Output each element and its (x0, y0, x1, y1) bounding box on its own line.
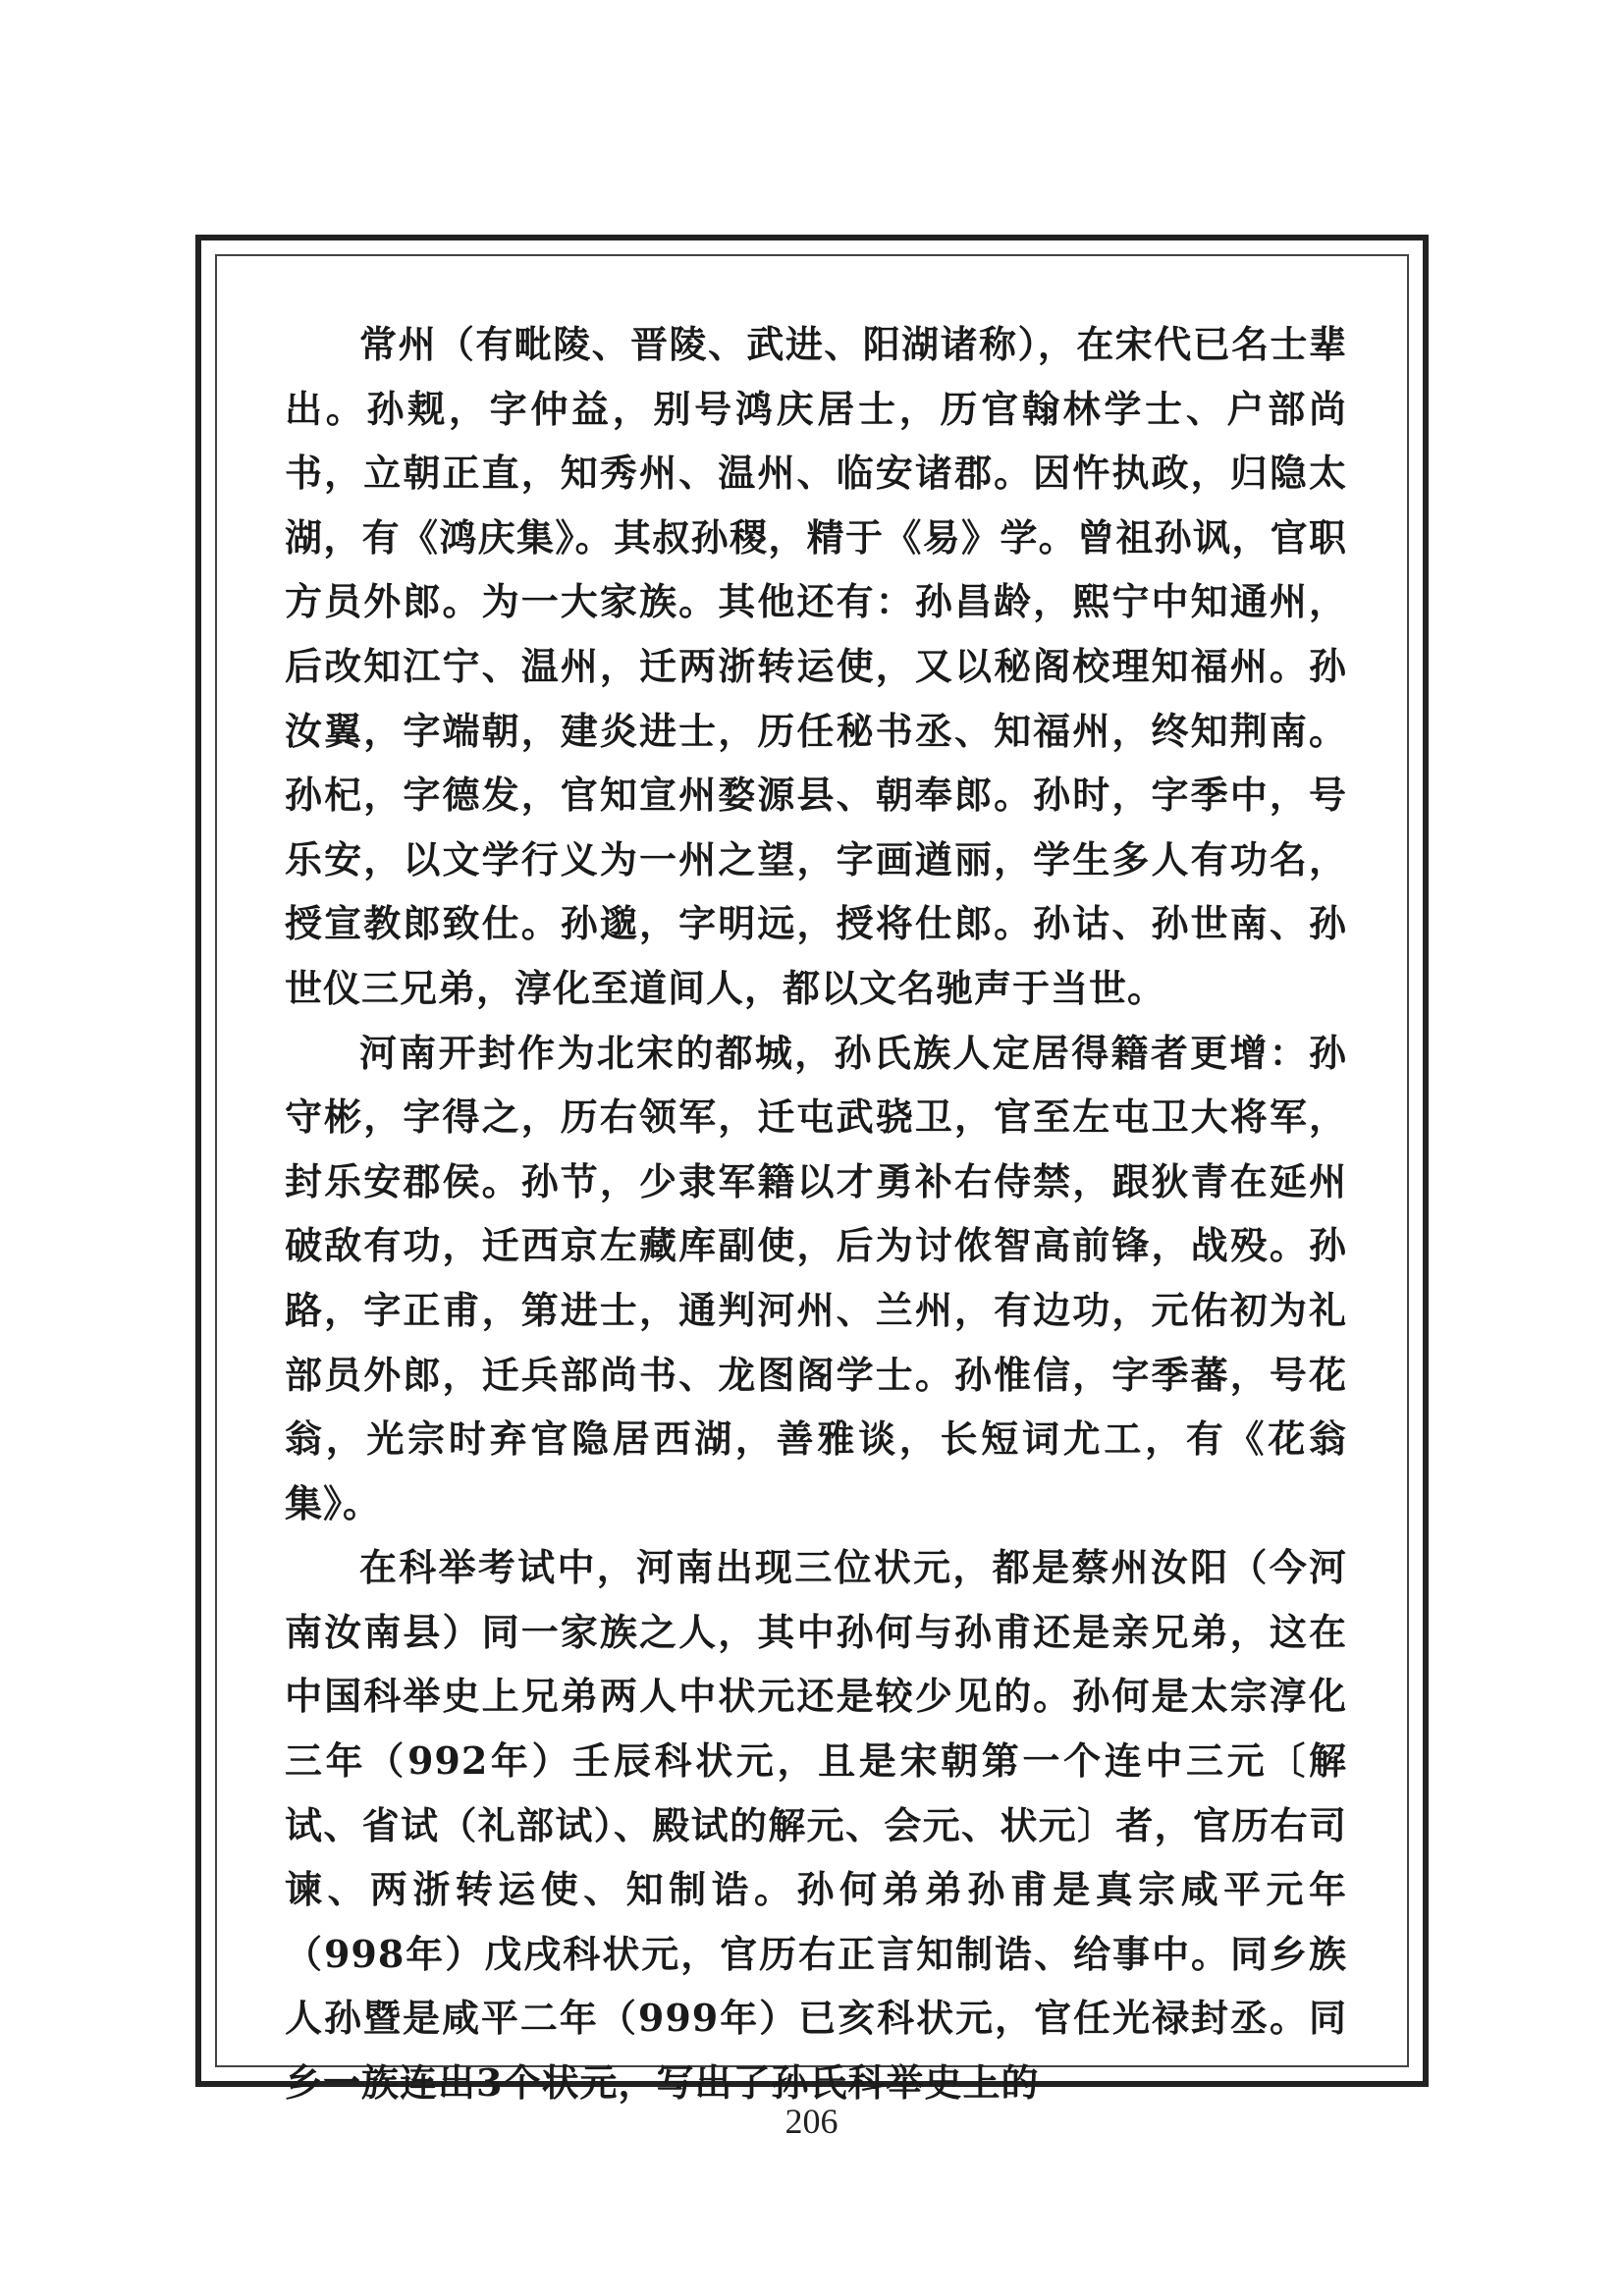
paragraph-changzhou: 常州（有毗陵、晋陵、武进、阳湖诸称），在宋代已名士辈出。孙觌，字仲益，别号鸿庆居士，历官翰林学士、户部尚书，立朝正直，知秀州、温州、临安诸郡。因忤执政，归隐太湖，有《鸿庆集》。其叔孙稷，精于《易》学。曾祖孙讽，官职方员外郎。为一大家族。其他还有：孙昌龄，熙宁中知通州，后改知江宁、温州，迁两浙转运使，又以秘阁校理知福州。孙汝翼，字端朝，建炎进士，历任秘书丞、知福州，终知荆南。孙杞，字德发，官知宣州婺源县、朝奉郎。孙时，字季中，号乐安，以文学行义为一州之望，字画遒丽，学生多人有功名，授宣教郎致仕。孙邈，字明远，授将仕郎。孙诂、孙世南、孙世仪三兄弟，淳化至道间人，都以文名驰声于当世。 (285, 322, 1347, 1010)
body-text (285, 312, 1347, 2115)
paragraph-keju-zhuangyuan: 在科举考试中，河南出现三位状元，都是蔡州汝阳（今河南汝南县）同一家族之人，其中孙何与孙甫还是亲兄弟，这在中国科举史上兄弟两人中状元还是较少见的。孙何是太宗淳化三年（992年）壬辰科状元，且是宋朝第一个连中三元〔解试、省试（礼部试）、殿试的解元、会元、状元〕者，官历右司谏、两浙转运使、知制诰。孙何弟弟孙甫是真宗咸平元年（998年）戊戌科状元，官历右正言知制诰、给事中。同乡族人孙暨是咸平二年（999年）已亥科状元，官任光禄封丞。同乡一族连出3个状元，写出了孙氏科举史上的 (285, 1545, 1347, 2106)
paragraph-henan-kaifeng: 河南开封作为北宋的都城，孙氏族人定居得籍者更增：孙守彬，字得之，历右领军，迁屯武骁卫，官至左屯卫大将军，封乐安郡侯。孙节，少隶军籍以才勇补右侍禁，跟狄青在延州破敌有功，迁西京左藏库副使，后为讨侬智高前锋，战殁。孙路，字正甫，第进士，通判河州、兰州，有边功，元佑初为礼部员外郎，迁兵部尚书、龙图阁学士。孙惟信，字季蕃，号花翁，光宗时弃官隐居西湖，善雅谈，长短词尤工，有《花翁集》。 (285, 1030, 1347, 1525)
page-number: 206 (784, 2102, 839, 2141)
